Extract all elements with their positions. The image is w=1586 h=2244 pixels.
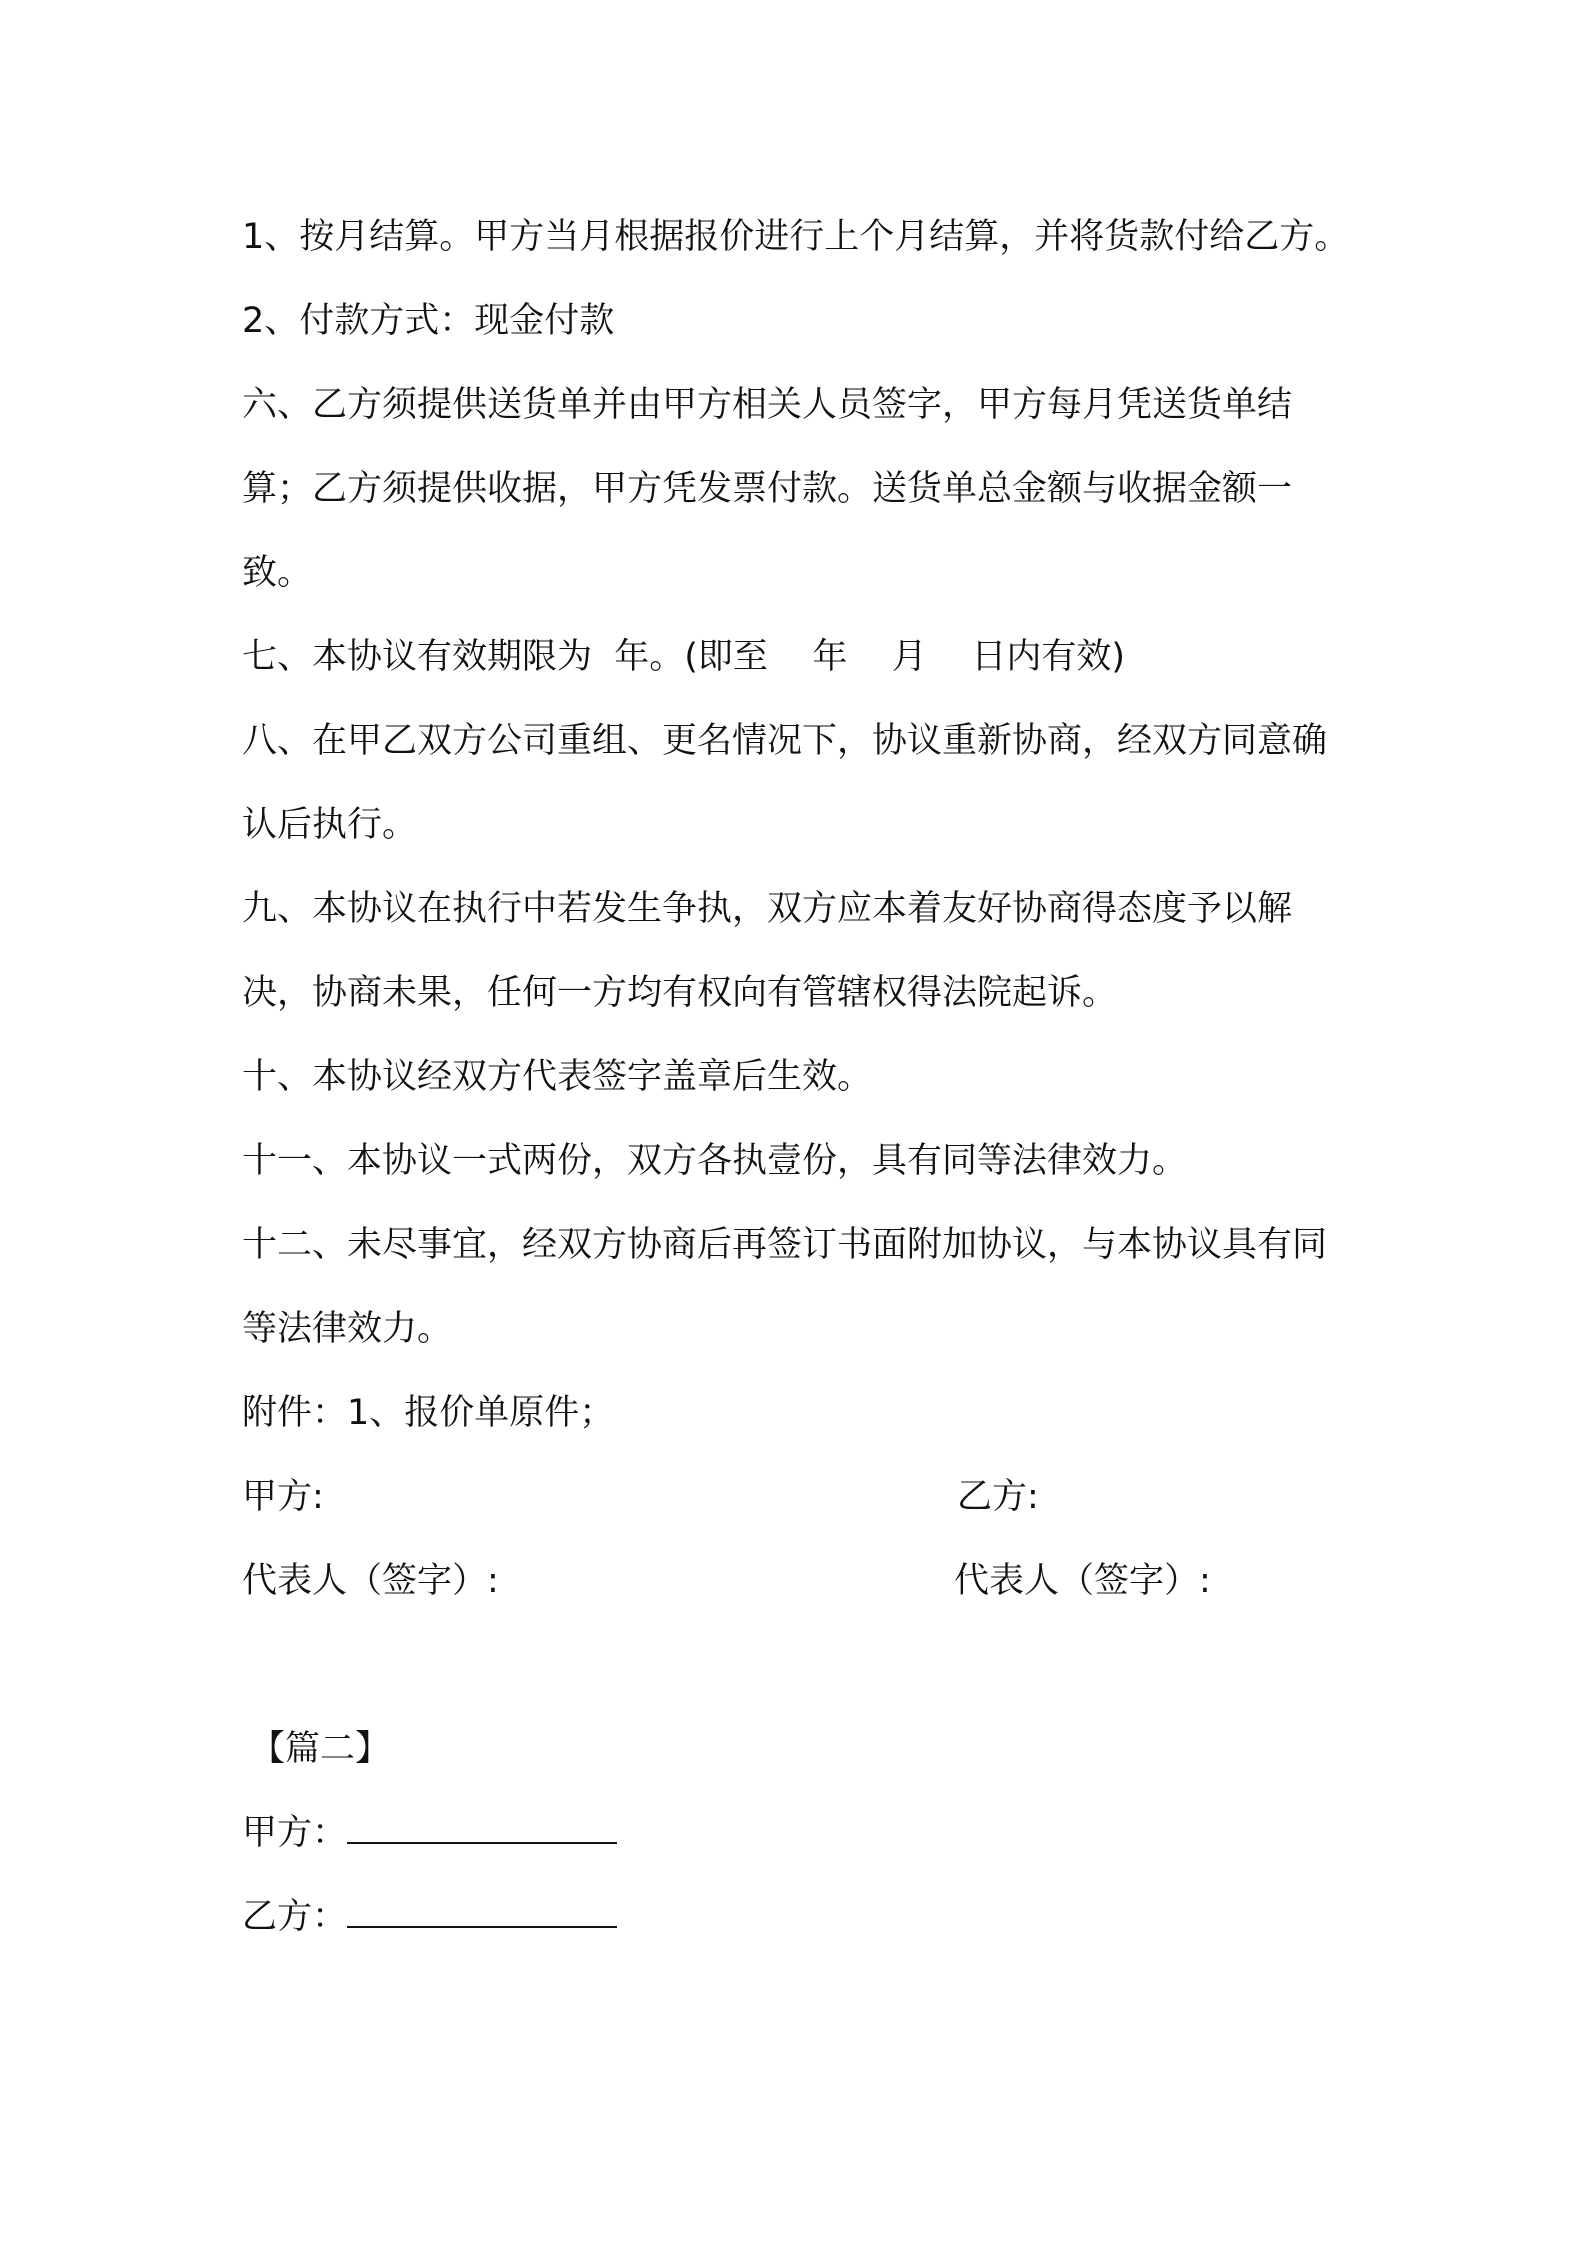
section2-party-a <box>242 1791 1360 1875</box>
rep-b-label: 代表人（签字）: <box>954 1561 1211 1601</box>
party-a-blank-line <box>347 1812 617 1844</box>
clause-9: 九、本协议在执行中若发生争执，双方应本着友好协商得态度予以解决，协商未果，任何一方均有权向有管辖权得法院起诉。 <box>242 889 1293 1013</box>
signature-party-row <box>242 1455 1360 1539</box>
clause-7: 七、本协议有效期限为 年。(即至 年 月 日内有效) <box>242 637 1126 677</box>
clause-8: 八、在甲乙双方公司重组、更名情况下，协议重新协商，经双方同意确认后执行。 <box>242 721 1328 845</box>
clause-6: 六、乙方须提供送货单并由甲方相关人员签字，甲方每月凭送货单结算；乙方须提供收据，甲方凭发票付款。送货单总金额与收据金额一致。 <box>242 385 1293 593</box>
clause-payment-method: 2、付款方式：现金付款 <box>242 301 615 341</box>
party-a-label: 甲方: <box>242 1477 324 1517</box>
attachment-line: 附件：1、报价单原件； <box>242 1393 615 1433</box>
document-page <box>242 195 1360 1959</box>
signature-rep-row <box>242 1539 1360 1623</box>
clause-11: 十一、本协议一式两份，双方各执壹份，具有同等法律效力。 <box>242 1141 1188 1181</box>
clause-10: 十、本协议经双方代表签字盖章后生效。 <box>242 1057 873 1097</box>
rep-a-label: 代表人（签字）: <box>242 1561 499 1601</box>
party-b-label: 乙方: <box>957 1477 1039 1517</box>
spacer <box>242 1623 1360 1707</box>
clause-settlement: 1、按月结算。甲方当月根据报价进行上个月结算，并将货款付给乙方。 <box>242 217 1350 257</box>
section2-party-b-label: 乙方： <box>242 1897 348 1937</box>
section-title: 【篇二】 <box>250 1729 391 1769</box>
section2-party-a-label: 甲方： <box>242 1813 348 1853</box>
clause-12: 十二、未尽事宜，经双方协商后再签订书面附加协议，与本协议具有同等法律效力。 <box>242 1225 1328 1349</box>
section2-party-b <box>242 1875 1360 1959</box>
party-b-blank-line <box>347 1896 617 1928</box>
